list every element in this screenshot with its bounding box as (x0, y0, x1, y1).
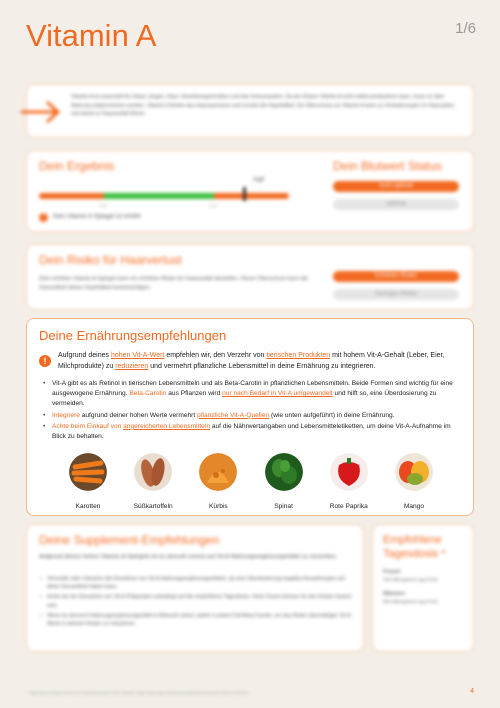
carrot-image (69, 453, 107, 491)
list-item: • Vit-A gibt es als Retinol in tierischen Lebensmitteln und als Beta-Carotin in pflanzlichen Lebensmitteln. Beide Formen sind wichtig für eine ausgewogene Ernährung. Beta-Carotin aus Pflanzen wird nur nach Bedarf in Vit-A umgewandelt und hilft so, eine Überdosierung zu vermeiden. (41, 379, 465, 410)
tick-high: 0,70 (209, 203, 217, 208)
page-title: Vitamin A (26, 18, 157, 53)
dose-women-value: 700 Mikrogramm (µg RAE) (383, 577, 438, 582)
nutrition-card (26, 318, 474, 516)
supplement-intro: Aufgrund deines hohen Vitamin-A-Spiegels ist es sinnvoll vorerst auf Vit-A-Nahrungsergänzungsmittel zu verzichten. (39, 554, 338, 560)
risk-text: Dein erhöhter Vitamin A-Spiegel kann ein erhöhtes Risiko für Haarausfall darstellen. Dieser Überschuss kann die Gesundheit deiner Haarfollikel beeinträchtigen. (39, 276, 308, 291)
nutrition-bullets (41, 379, 465, 443)
spinach-image (265, 453, 303, 491)
food-label: Kürbis (209, 503, 228, 510)
food-label: Karotten (75, 503, 101, 510)
risk-card (26, 244, 474, 310)
dose-men-value: 900 Mikrogramm (µg RAE) (383, 599, 438, 604)
supplement-card (26, 524, 364, 652)
food-item-spinach (255, 453, 313, 510)
food-item-carrots (59, 453, 117, 510)
list-item: • Wenn du dennoch Nahrungsergänzungsmittel in Betracht ziehst, wähle in jedem Fall Beta-Carotin, um das Risiko übermäßiger Vit-A-Werte in deinem Körper zu reduzieren. (39, 612, 353, 628)
pumpkin-image (199, 453, 237, 491)
value-marker (243, 187, 246, 201)
range-bar (39, 193, 289, 199)
risk-heading: Dein Risiko für Haarverlust (39, 253, 182, 267)
status-optimal: optimal (333, 199, 459, 210)
intro-text: Vitamin A ist essenziell für Haare, Augen, Haut, Geweberegeneration und das Immunsystem. Da der Körper Vitamin A nicht selbst produzieren kann, muss es über Nahrung aufgenommen werden. Vitamin A fördert das Haarwachstum und schützt die Haarfollikel. Ein Überschuss an Vitamin A kann zu Veränderungen im Haarzyklus und damit zu Haarausfall führen. (71, 94, 455, 118)
unit-label: mg/l (253, 177, 265, 183)
food-label: Rote Paprika (329, 503, 368, 510)
tick-low: 0,30 (99, 203, 107, 208)
list-item: • Achte beim Einkauf von angereicherten Lebensmitteln auf die Nährwertangaben und Lebensmitteletiketten, um deine Vit-A-Aufnahme im Blick zu behalten. (41, 422, 465, 442)
food-item-red-pepper (320, 453, 378, 510)
intro-card (26, 84, 474, 138)
alert-icon: ! (39, 213, 48, 222)
sweet-potato-image (134, 453, 172, 491)
risk-low: Geringes Risiko (333, 289, 459, 300)
food-label: Mango (403, 503, 425, 510)
result-note: Dein Vitamin A-Spiegel ist erhöht (53, 214, 141, 220)
red-pepper-image (330, 453, 368, 491)
food-label: Spinat (274, 503, 293, 510)
risk-elevated: Erhöhtes Risiko (333, 271, 459, 282)
food-label: Süßkartoffeln (133, 503, 173, 510)
dose-card (372, 524, 474, 652)
arrow-right-icon (21, 99, 63, 125)
footer-page-number: 4 (470, 688, 474, 695)
food-item-sweet-potatoes (124, 453, 182, 510)
footnote: * Tagesdosis entsprechend der Empfehlung der DGE. Quelle: https://www.dge.de/wissenschaft/referenzwerte/ Stand: 07/2024 (26, 690, 249, 695)
list-item: • Achte bei der Einnahme von Vit-A-Präparaten unbedingt auf die empfohlene Tagesdosis. Hohe Dosen können für den Körper toxisch sein. (39, 593, 353, 609)
list-item: • Vermeide oder reduziere die Einnahme von Vit-A-Nahrungsergänzungsmitteln, da eine Überdosierung negative Auswirkungen auf deine Gesundheit haben kann. (39, 575, 353, 591)
food-gallery (59, 453, 443, 510)
dose-women-label: Frauen (383, 569, 401, 575)
warning-icon: ! (39, 355, 51, 367)
page-indicator: 1/6 (455, 20, 476, 37)
food-item-pumpkin (189, 453, 247, 510)
status-not-optimal: nicht optimal (333, 181, 459, 192)
mango-image (395, 453, 433, 491)
food-item-mango (385, 453, 443, 510)
nutrition-heading: Deine Ernährungsempfehlungen (39, 328, 227, 343)
result-card (26, 150, 474, 232)
dose-men-label: Männern (383, 591, 406, 597)
result-heading: Dein Ergebnis (39, 159, 115, 173)
supplement-list (39, 575, 353, 630)
nutrition-intro: Aufgrund deines hohen Vit-A-Wert empfehlen wir, den Verzehr von tierischen Produkten mit hohem Vit-A-Gehalt (Leber, Eier, Milchprodukte) zu reduzieren und vermehrt pflanzliche Lebensmittel in deine Ernährung zu integrieren. (58, 352, 445, 370)
list-item: • Integriere aufgrund deiner hohen Werte vermehrt pflanzliche Vit-A-Quellen (wie unten aufgeführt) in deine Ernährung. (41, 411, 465, 421)
status-heading: Dein Blutwert Status (333, 159, 442, 173)
supplement-heading: Deine Supplement-Empfehlungen (39, 533, 220, 547)
dose-heading: Empfohlene Tagesdosis * (383, 534, 446, 560)
